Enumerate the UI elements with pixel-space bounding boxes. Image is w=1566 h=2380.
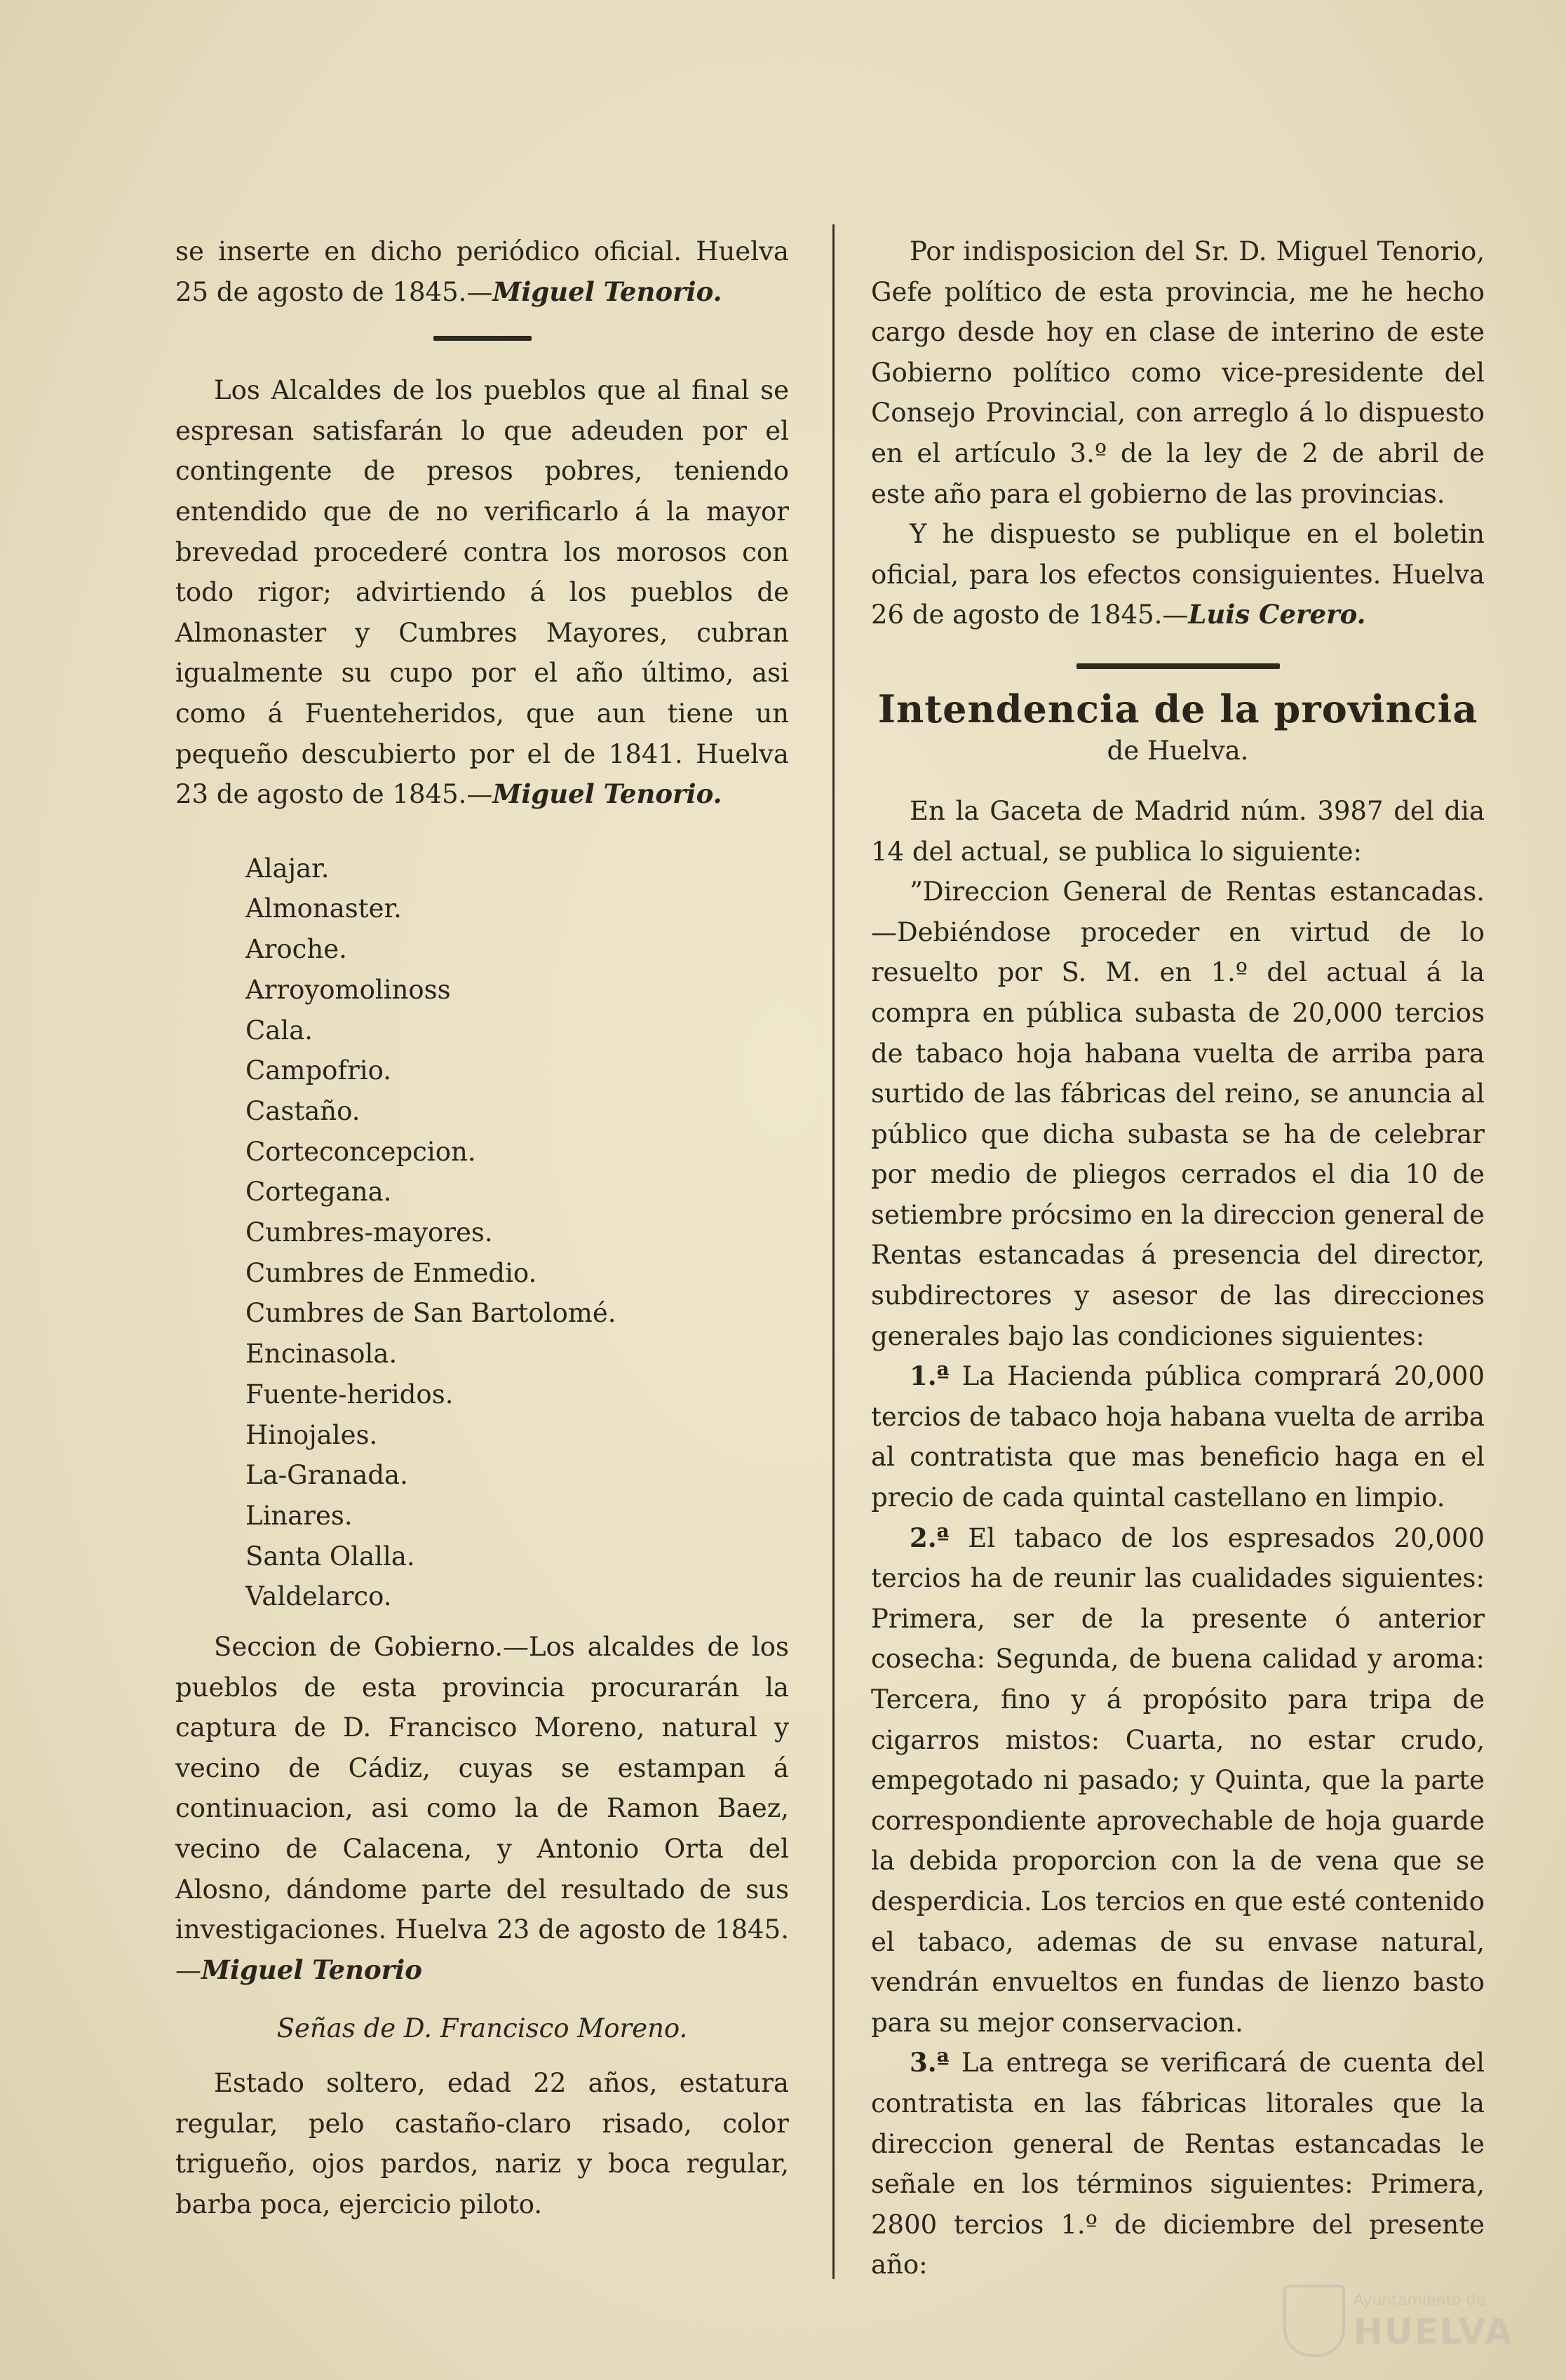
- town-list: [245, 848, 789, 1617]
- paragraph-text: Y he dispuesto se publique en el boletin oficial, para los efectos consiguientes. Huelva 26 de agosto de 1845.—: [871, 519, 1485, 630]
- archive-watermark: [1283, 2279, 1536, 2356]
- condition-text: La Hacienda pública comprará 20,000 tercios de tabaco hoja habana vuelta de arriba al contratista que mas beneficio haga en el precio de cada quintal castellano en limpio.: [871, 1361, 1485, 1513]
- paragraph-direccion: ”Direccion General de Rentas estancadas. —Debiéndose proceder en virtud de lo resuelto por S. M. en 1.º del actual á la compra en pública subasta de 20,000 tercios de tabaco hoja habana vuelta de arriba para surtido de las fábricas del reino, se anuncia al público que dicha subasta se ha de celebrar por medio de pliegos cerrados el dia 10 de setiembre prócsimo en la direccion general de Rentas estancadas á presencia del director, subdirectores y asesor de las direcciones generales bajo las condiciones siguientes:: [871, 877, 1485, 1351]
- signature: Miguel Tenorio.: [492, 778, 722, 810]
- paragraph-seccion-gobierno: [175, 1627, 789, 1990]
- list-item: Aroche.: [245, 934, 347, 965]
- column-divider: [832, 224, 835, 2279]
- spacer: [175, 1617, 789, 1627]
- list-item: Almonaster.: [245, 893, 402, 924]
- spacer: [175, 1990, 789, 2008]
- right-column: [871, 231, 1485, 2285]
- paragraph-gaceta: En la Gaceta de Madrid núm. 3987 del dia 14 del actual, se publica lo siguiente:: [871, 795, 1485, 867]
- list-item: Linares.: [245, 1500, 353, 1531]
- signature: Miguel Tenorio.: [492, 276, 722, 307]
- shield-icon: [1283, 2285, 1345, 2357]
- senas-title: Señas de D. Francisco Moreno.: [276, 2013, 688, 2044]
- list-item: Hinojales.: [245, 1419, 378, 1450]
- list-item: Cortegana.: [245, 1177, 392, 1208]
- condition-number: 2.ª: [910, 1522, 950, 1553]
- paragraph-continuation: [175, 231, 789, 312]
- list-item: Santa Olalla.: [245, 1541, 415, 1571]
- list-item: La-Granada.: [245, 1460, 408, 1491]
- list-item: Campofrio.: [245, 1055, 392, 1086]
- condition-2: [871, 1518, 1485, 2043]
- signature: Miguel Tenorio: [201, 1954, 422, 1985]
- condition-3: [871, 2043, 1485, 2285]
- left-column: [175, 231, 789, 2224]
- separator-rule: [433, 336, 532, 341]
- list-item: Castaño.: [245, 1095, 360, 1126]
- paragraph-indisposicion: Por indisposicion del Sr. D. Miguel Tenorio, Gefe político de esta provincia, me he hecho cargo desde hoy en clase de interino de este Gobierno político como vice-presidente del Consejo Provincial, con arreglo á lo dispuesto en el artículo 3.º de la ley de 2 de abril de este año para el gobierno de las provincias.: [871, 236, 1485, 509]
- list-item: Cumbres de Enmedio.: [245, 1257, 537, 1288]
- paragraph-presos-pobres: [175, 370, 789, 815]
- spacer: [175, 2049, 789, 2063]
- list-item: Valdelarco.: [245, 1581, 392, 1612]
- condition-text: La entrega se verificará de cuenta del contratista en las fábricas litorales que la direccion general de Rentas estancadas le señale en los términos siguientes: Primera, 2800 tercios 1.º de diciembre del presente año:: [871, 2048, 1485, 2280]
- list-item: Cala.: [245, 1015, 313, 1046]
- condition-1: [871, 1356, 1485, 1517]
- list-item: Cumbres de San Bartolomé.: [245, 1298, 616, 1329]
- separator-rule: [1076, 663, 1280, 669]
- watermark-big-text: HUELVA: [1354, 2311, 1513, 2352]
- paragraph-publicacion: [871, 514, 1485, 635]
- list-item: Alajar.: [245, 853, 330, 884]
- paragraph-text: Seccion de Gobierno.—Los alcaldes de los pueblos de esta provincia procurarán la captura de D. Francisco Moreno, natural y vecino de Cádiz, cuyas se estampan á continuacion, asi como la de Ramon Baez, vecino de Calacena, y Antonio Orta del Alosno, dándome parte del resultado de sus investigaciones. Huelva 23 de agosto de 1845.—: [175, 1632, 789, 1985]
- list-item: Corteconcepcion.: [245, 1136, 476, 1167]
- watermark-small-text: Ayuntamiento de: [1354, 2292, 1486, 2309]
- paragraph-text: se inserte en dicho periódico oficial. Huelva 25 de agosto de 1845.—: [175, 236, 789, 307]
- condition-number: 1.ª: [910, 1360, 950, 1392]
- paragraph-text: Los Alcaldes de los pueblos que al final se espresan satisfarán lo que adeuden por el contingente de presos pobres, teniendo entendido que de no verificarlo á la mayor brevedad procederé contra los morosos con todo rigor; advirtiendo á los pueblos de Almonaster y Cumbres Mayores, cubran igualmente su cupo por el año último, asi como á Fuenteheridos, que aun tiene un pequeño descubierto por el de 1841. Huelva 23 de agosto de 1845.—: [175, 375, 789, 810]
- condition-number: 3.ª: [910, 2047, 950, 2078]
- condition-text: El tabaco de los espresados 20,000 tercios ha de reunir las cualidades siguientes: Primera, ser de la presente ó anterior cosecha: Segunda, de buena calidad y aroma: Tercera, fino y á propósito para tripa de cigarros mistos: Cuarta, no estar crudo, empegotado ni pasado; y Quinta, que la parte correspondiente aprovechable de hoja guarde la debida proporcion con la de vena que se desperdicia. Los tercios en que esté contenido el tabaco, ademas de su envase natural, vendrán envueltos en fundas de lienzo basto para su mejor conservacion.: [871, 1522, 1485, 2038]
- section-heading: Intendencia de la provincia: [877, 686, 1478, 731]
- list-item: Arroyomolinoss: [245, 974, 451, 1005]
- signature: Luis Cerero.: [1188, 599, 1366, 630]
- list-item: Encinasola.: [245, 1339, 398, 1370]
- paragraph-descripcion: Estado soltero, edad 22 años, estatura regular, pelo castaño-claro risado, color trigueño, ojos pardos, nariz y boca regular, barba poca, ejercicio piloto.: [175, 2068, 789, 2219]
- spacer: [175, 815, 789, 848]
- list-item: Fuente-heridos.: [245, 1379, 454, 1409]
- list-item: Cumbres-mayores.: [245, 1217, 493, 1248]
- section-subheading: de Huelva.: [1107, 735, 1249, 766]
